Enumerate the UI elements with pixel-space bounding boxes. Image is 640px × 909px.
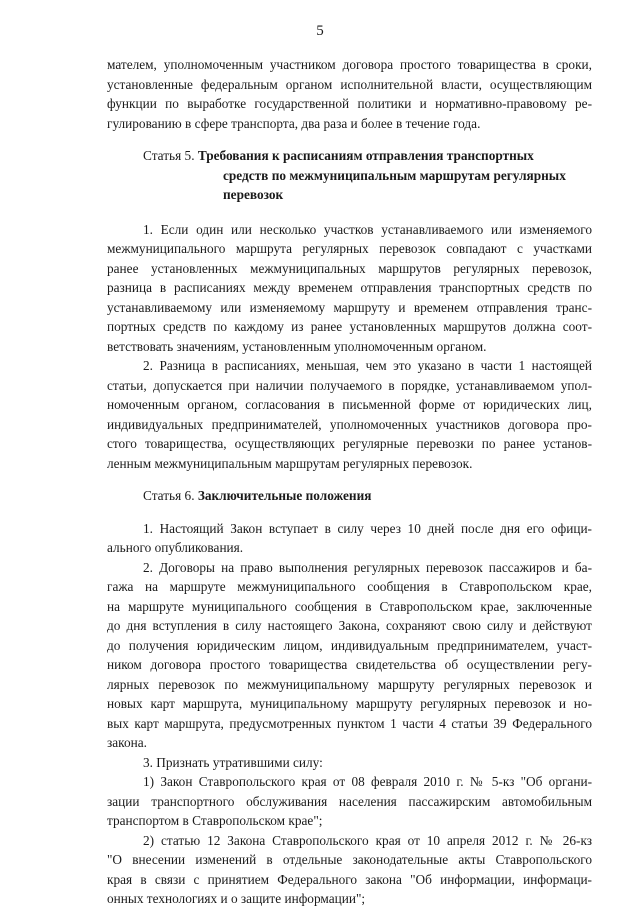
text-line: ленным межмуниципальным маршрутам регулярных перевозок. <box>107 455 473 471</box>
text-line: разница в расписаниях между временем отправления транспортных средств по <box>107 280 592 295</box>
text-line: гулированию в сфере транспорта, два раза и более в течение года. <box>107 115 481 131</box>
text-line: 2. Разница в расписаниях, меньшая, чем это указано в части 1 настоящей <box>143 358 592 373</box>
article-6-paragraph-1 <box>107 519 592 558</box>
text-line: до дня вступления в силу настоящего Закона, сохраняют свою силу и действуют <box>107 618 592 633</box>
page-number: 5 <box>316 23 324 39</box>
text-line: ником договора простого товарищества свидетельства об осуществлении регу- <box>107 657 592 672</box>
spacer <box>107 473 592 486</box>
text-line: ранее установленных межмуниципальных маршрутов регулярных перевозок, <box>107 260 592 276</box>
text-line: статьи, допускается при наличии получаемого в порядке, устанавливаемом упол- <box>107 377 592 393</box>
article-5-title: Требования к расписаниям отправления транспортных <box>197 148 534 163</box>
intro-paragraph <box>107 55 592 133</box>
article-6-paragraph-3 <box>107 753 592 773</box>
article-5-prefix: Статья 5. <box>143 148 195 163</box>
article-6-paragraph-2 <box>107 558 592 753</box>
text-line: 1) Закон Ставропольского края от 08 февраля 2010 г. № 5-кз "Об органи- <box>143 774 592 789</box>
text-line: ального опубликования. <box>107 540 244 555</box>
text-line: закона. <box>107 735 147 750</box>
text-line: 1. Если один или несколько участков устанавливаемого или изменяемого <box>143 221 592 237</box>
text-line: 2. Договоры на право выполнения регулярных перевозок пассажиров и ба- <box>143 559 592 575</box>
spacer <box>107 506 592 519</box>
text-line: индивидуальных предпринимателей, уполномоченных участников договора про- <box>107 416 592 432</box>
text-line: транспортом в Ставропольском крае"; <box>107 813 323 828</box>
article-5-paragraph-1 <box>107 220 592 357</box>
text-line: межмуниципального маршрута регулярных перевозок совпадают с участками <box>107 241 592 256</box>
article-6-title: Заключительные положения <box>197 488 372 503</box>
text-line: ветствовать значениям, установленным уполномоченным органом. <box>107 338 487 354</box>
text-line: лярных перевозок по межмуниципальному маршруту регулярных перевозок и <box>107 676 592 692</box>
text-line: 3. Признать утратившими силу: <box>143 754 323 770</box>
article-6-item-2 <box>107 831 592 909</box>
text-line: устанавливаемому или изменяемому маршруту и временем отправления транс- <box>107 299 592 315</box>
text-line: до получения юридическим лицом, индивидуальным предпринимателем, участ- <box>107 637 592 653</box>
text-line: 2) статью 12 Закона Ставропольского края от 10 апреля 2012 г. № 26-кз <box>143 832 592 848</box>
text-line: новых карт маршрута, муниципальному маршруту регулярных перевозок и но- <box>107 696 592 711</box>
article-6-heading <box>107 486 592 506</box>
text-line: портных средств по каждому из ранее установленных маршрутов должна соот- <box>107 319 592 334</box>
spacer <box>107 133 592 146</box>
text-line: номоченным органом, согласования в письменной форме от юридических лиц, <box>107 397 592 412</box>
article-6-item-1 <box>107 772 592 831</box>
document-body <box>107 55 592 909</box>
text-line: онных технологиях и о защите информации"; <box>107 891 366 906</box>
article-5-heading <box>107 146 592 205</box>
text-line: стого товарищества, осуществляющих регулярные перевозки по ранее установ- <box>107 436 592 451</box>
article-5-title: перевозок <box>223 187 284 202</box>
article-6-prefix: Статья 6. <box>143 488 195 503</box>
article-5-title: средств по межмуниципальным маршрутам регулярных <box>223 167 566 183</box>
text-line: зации транспортного обслуживания населения пассажирским автомобильным <box>107 793 592 809</box>
spacer <box>107 205 592 220</box>
text-line: края в связи с принятием Федерального закона "Об информации, информаци- <box>107 871 592 887</box>
text-line: 1. Настоящий Закон вступает в силу через 10 дней после дня его офици- <box>143 520 592 536</box>
article-5-paragraph-2 <box>107 356 592 473</box>
text-line: гажа на маршруте межмуниципального сообщения в Ставропольском крае, <box>107 579 592 594</box>
text-line: функции по выработке государственной политики и нормативно-правовому ре- <box>107 96 592 111</box>
text-line: "О внесении изменений в отдельные законодательные акты Ставропольского <box>107 852 592 867</box>
text-line: мателем, уполномоченным участником договора простого товарищества в сроки, <box>107 57 592 72</box>
text-line: установленные федеральным органом исполнительной власти, осуществляющим <box>107 76 592 92</box>
text-line: вых карт маршрута, предусмотренных пунктом 1 части 4 статьи 39 Федерального <box>107 715 592 731</box>
text-line: на маршруте муниципального сообщения в Ставропольском крае, заключенные <box>107 598 592 614</box>
